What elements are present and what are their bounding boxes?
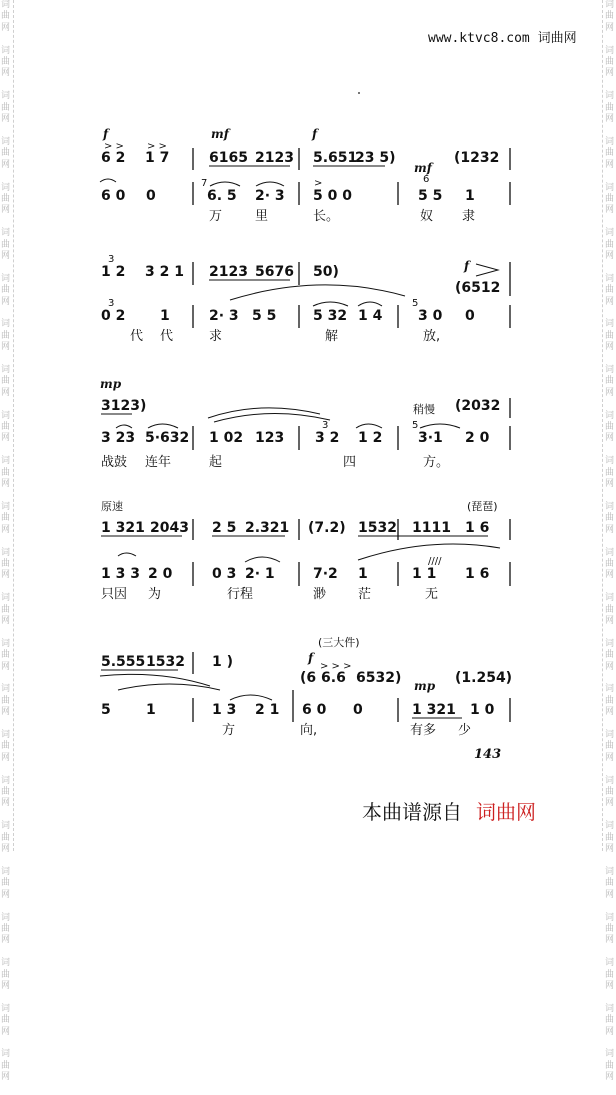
instrument-label: (琵琶) <box>467 500 498 513</box>
score-system-2 <box>101 254 510 344</box>
melody-note: 1 <box>465 188 475 204</box>
melody-note: 5.651 <box>313 150 358 166</box>
lyric: 起 <box>209 455 223 470</box>
lyric: 代 <box>130 329 144 344</box>
instrument-label: (三大件) <box>318 636 360 649</box>
slur <box>313 302 348 306</box>
lyric: 奴 <box>420 209 434 224</box>
melody-note: 3 2 1 <box>145 264 184 280</box>
melody-note: 5.555 <box>101 654 146 670</box>
slur <box>420 424 460 428</box>
melody-note: 1 321 <box>412 702 456 718</box>
lyric: 茫 <box>358 587 372 602</box>
melody-note: 23 5) <box>355 150 396 166</box>
lyric: 战鼓 <box>101 455 128 470</box>
phrase-slur <box>214 413 330 422</box>
melody-note: (7.2) <box>308 520 346 536</box>
slur <box>356 424 382 428</box>
lyric: 无 <box>425 587 439 602</box>
melody-note: 1 <box>160 308 170 324</box>
melody-note: 1111 <box>412 520 451 536</box>
dynamic-mark: mf <box>211 127 229 141</box>
lyric: 只因 <box>101 587 128 602</box>
dynamic-mark: mp <box>100 377 122 391</box>
melody-note: 5676 <box>255 264 294 280</box>
melody-note: 2· 1 <box>245 566 275 582</box>
score-system-5 <box>100 635 512 738</box>
slur <box>256 182 284 186</box>
melody-note: 2043 <box>150 520 189 536</box>
melody-note: 6 0 <box>101 188 126 204</box>
phrase-slur <box>208 408 320 418</box>
source-label: 本曲谱源自 <box>362 800 462 824</box>
tremolo-mark: //// <box>428 556 442 567</box>
melody-note: 1 3 3 <box>101 566 140 582</box>
melody-note: 2123 <box>255 150 294 166</box>
score-system-1 <box>100 127 510 224</box>
lyric: 解 <box>325 329 339 344</box>
melody-note: 6 2 <box>101 150 126 166</box>
grace-note: 6 <box>423 174 430 185</box>
melody-note: 1 4 <box>358 308 383 324</box>
lyric: 隶 <box>462 209 476 224</box>
melody-note: 5 <box>101 702 111 718</box>
melody-note: 1 02 <box>209 430 244 446</box>
dynamic-mark: f <box>464 259 470 273</box>
melody-note: 1 2 <box>358 430 383 446</box>
lyric: 为 <box>148 587 162 602</box>
melody-note: 2· 3 <box>255 188 285 204</box>
melody-note: 6. 5 <box>207 188 237 204</box>
lyric: 万 <box>209 209 223 224</box>
dynamic-mark: f <box>308 651 314 665</box>
melody-note: 0 <box>146 188 156 204</box>
tempo-mark: 稍慢 <box>413 403 435 416</box>
grace-note: 3 <box>108 254 115 265</box>
score-system-3 <box>100 377 510 470</box>
source-footer <box>362 796 536 825</box>
melody-note: 1532 <box>358 520 397 536</box>
melody-note: 5 0 0 <box>313 188 352 204</box>
dynamic-mark: mf <box>414 161 432 175</box>
melody-note: (1232 <box>454 150 500 166</box>
slur <box>116 425 132 428</box>
grace-note: 5 <box>412 298 419 309</box>
dynamic-mark: mp <box>414 679 436 693</box>
melody-note: (6512 <box>455 280 501 296</box>
melody-note: 0 <box>353 702 363 718</box>
grace-note: 5 <box>412 420 419 431</box>
phrase-slur <box>118 684 220 690</box>
melody-note: (6 6.6 <box>300 670 346 686</box>
lyric: 方 <box>222 723 236 738</box>
melody-note: 5 32 <box>313 308 348 324</box>
slur <box>210 182 240 186</box>
lyric: 求 <box>209 329 223 344</box>
slur <box>245 557 280 562</box>
slur <box>358 302 382 306</box>
dynamic-mark: f <box>312 127 318 141</box>
lyric: 行程 <box>227 587 254 602</box>
melody-note: 2.321 <box>245 520 290 536</box>
melody-note: 3·1 <box>418 430 443 446</box>
melody-note: (2032 <box>455 398 501 414</box>
grace-note: 7 <box>201 178 208 189</box>
score-system-4 <box>101 499 510 602</box>
crescendo-mark <box>476 264 498 276</box>
slur <box>118 553 136 556</box>
melody-note: (1.254) <box>455 670 513 686</box>
melody-note: 1 <box>358 566 368 582</box>
lyric: 少 <box>458 723 472 738</box>
dynamic-mark: f <box>103 127 109 141</box>
accent-mark: > > <box>104 141 124 152</box>
melody-note: 2· 3 <box>209 308 239 324</box>
slur <box>148 424 178 428</box>
slur <box>100 179 116 182</box>
melody-note: 1 6 <box>465 566 490 582</box>
phrase-slur <box>230 285 405 300</box>
melody-note: 2 0 <box>148 566 173 582</box>
lyric: 里 <box>255 209 269 224</box>
lyric: 四 <box>343 455 357 470</box>
melody-note: 0 3 <box>212 566 237 582</box>
accent-mark: > <box>314 178 323 189</box>
melody-note: 2 0 <box>465 430 490 446</box>
melody-note: 0 2 <box>101 308 126 324</box>
lyric: 向, <box>300 723 318 738</box>
lyric: 方。 <box>423 455 450 470</box>
slur <box>230 695 272 700</box>
grace-note: 3 <box>108 298 115 309</box>
site-header[interactable]: www.ktvc8.com 词曲网 <box>428 31 577 46</box>
melody-note: 123 <box>255 430 285 446</box>
left-watermark-text: 词 曲 网 词 曲 网 词 曲 网 词 曲 网 词 曲 网 词 曲 网 词 曲 网 词 曲 网 词 曲 网 词 曲 网 词 曲 网 词 曲 网 词 曲 网 词 曲 网 词 曲 网 词 曲 网 词 曲 网 词 曲 网 词 曲 网 词 曲 网 词 曲 网 词 曲 网 词 曲 网 词 曲 网 <box>1 0 11 1083</box>
page-number: 143 <box>474 747 502 762</box>
melody-note: 6532) <box>356 670 402 686</box>
melody-note: 3123) <box>101 398 147 414</box>
melody-note: 1 ) <box>212 654 234 670</box>
melody-note: 1 7 <box>145 150 170 166</box>
melody-note: 5·632 <box>145 430 190 446</box>
right-watermark-text: 词 曲 网 词 曲 网 词 曲 网 词 曲 网 词 曲 网 词 曲 网 词 曲 网 词 曲 网 词 曲 网 词 曲 网 词 曲 网 词 曲 网 词 曲 网 词 曲 网 词 曲 网 词 曲 网 词 曲 网 词 曲 网 词 曲 网 词 曲 网 词 曲 网 词 曲 网 词 曲 网 词 曲 网 <box>605 0 615 1083</box>
melody-note: 3 0 <box>418 308 443 324</box>
melody-note: 1 3 <box>212 702 237 718</box>
lyric: 长。 <box>313 209 340 224</box>
melody-note: 2123 <box>209 264 248 280</box>
melody-note: 1 1 <box>412 566 437 582</box>
lyric: 代 <box>160 329 174 344</box>
brand-logo-text[interactable]: 词曲网 <box>476 800 536 824</box>
melody-note: 2 1 <box>255 702 280 718</box>
melody-note: 3 2 <box>315 430 340 446</box>
lyric: 连年 <box>145 455 172 470</box>
lyric: 渺 <box>313 587 327 602</box>
melody-note: 6 0 <box>302 702 327 718</box>
melody-note: 1 <box>146 702 156 718</box>
lyric: 放, <box>423 329 441 344</box>
grace-note: 3 <box>322 420 329 431</box>
tempo-mark: 原速 <box>101 500 123 513</box>
melody-note: 1532 <box>146 654 185 670</box>
accent-mark: > > <box>147 141 167 152</box>
lyric: 有多 <box>410 723 437 738</box>
accent-mark: > > > <box>320 661 352 672</box>
melody-note: 1 0 <box>470 702 495 718</box>
melody-note: 5 5 <box>418 188 443 204</box>
melody-note: 7·2 <box>313 566 338 582</box>
melody-note: 50) <box>313 264 339 280</box>
melody-note: 5 5 <box>252 308 277 324</box>
melody-note: 3 23 <box>101 430 136 446</box>
melody-note: 2 5 <box>212 520 237 536</box>
melody-note: 0 <box>465 308 475 324</box>
melody-note: 1 321 <box>101 520 145 536</box>
melody-note: 1 2 <box>101 264 126 280</box>
melody-note: 1 6 <box>465 520 490 536</box>
melody-note: 6165 <box>209 150 248 166</box>
